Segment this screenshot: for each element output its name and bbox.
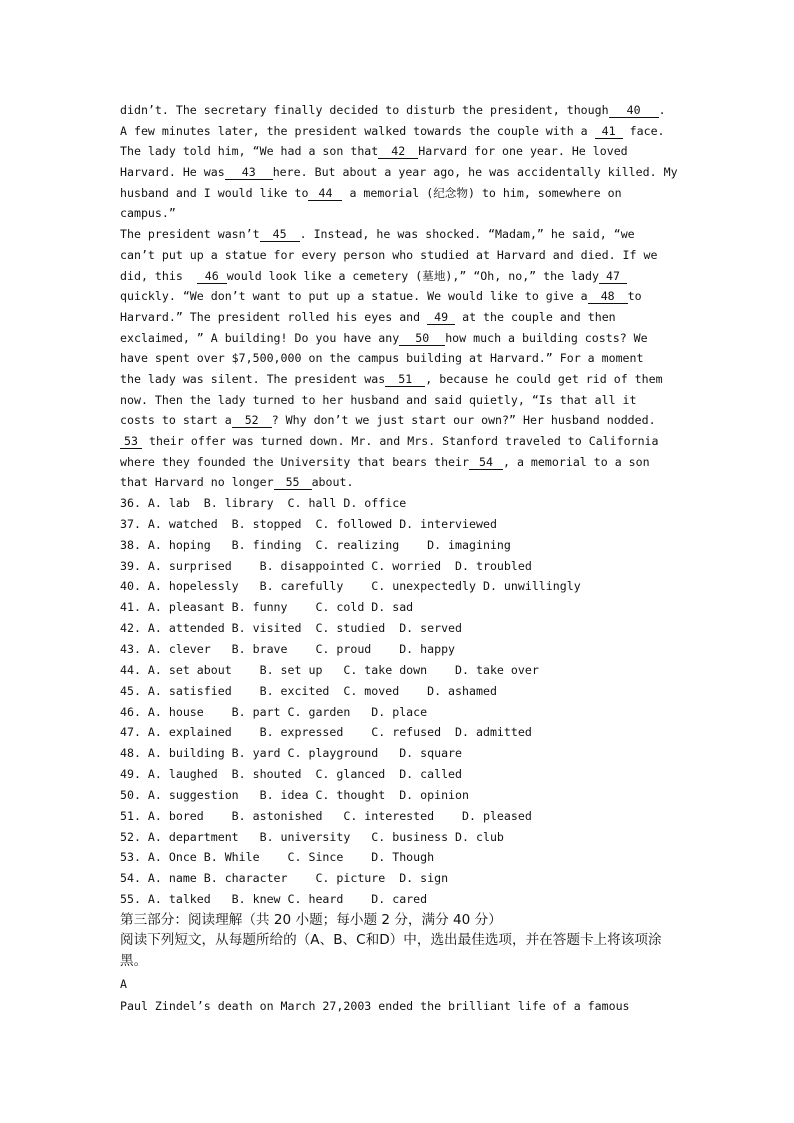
passage-line [120, 245, 680, 266]
passage-line [120, 141, 680, 162]
passage-text: Harvard for one year. He loved [418, 144, 628, 159]
question-options: 55. A. talked B. knew C. heard D. cared [120, 892, 428, 907]
question-options: 43. A. clever B. brave C. proud D. happy [120, 641, 456, 656]
passage-text: didn’t. The secretary finally decided to disturb the president, though [120, 103, 609, 117]
blank-54: 54 [469, 455, 503, 470]
passage-text: have spent over $7,500,000 on the campus building at Harvard.” For a moment [120, 351, 644, 366]
cloze-passage [120, 100, 680, 493]
question-options: 42. A. attended B. visited C. studied D. served [120, 621, 463, 636]
passage-line [120, 472, 680, 493]
passage-text: The lady told him, “We had a son that [120, 144, 379, 159]
question-options: 41. A. pleasant B. funny C. cold D. sad [120, 600, 414, 615]
passage-label: A [120, 977, 127, 992]
passage-text: would look like a cemetery (墓地),” “Oh, no,” the lady [226, 268, 599, 283]
question-options: 45. A. satisfied B. excited C. moved D. ashamed [120, 683, 497, 698]
passage-line [120, 266, 680, 287]
question-options: 47. A. explained B. expressed C. refused D. admitted [120, 725, 532, 740]
blank-47: 47 [599, 269, 627, 284]
passage-line [120, 328, 680, 349]
question-options: 44. A. set about B. set up C. take down D. take over [120, 662, 539, 677]
passage-text: husband and I would like to [120, 185, 309, 200]
passage-text: their offer was turned down. Mr. and Mrs. Stanford traveled to California [142, 434, 659, 448]
blank-51: 51 [385, 372, 425, 387]
section-heading: 第三部分：阅读理解（共 20 小题；每小题 2 分，满分 40 分） [120, 911, 502, 928]
question-options: 39. A. surprised B. disappointed C. worried D. troubled [120, 558, 532, 573]
passage-line [120, 224, 680, 245]
blank-49: 49 [427, 310, 455, 325]
blank-55: 55 [274, 475, 312, 490]
passage-line [120, 307, 680, 328]
passage-line [120, 183, 680, 204]
passage-text: ? Why don’t we just start our own?” Her husband nodded. [271, 413, 656, 428]
passage-text: costs to start a [120, 413, 232, 428]
passage-line [120, 203, 680, 224]
section-instruction: 阅读下列短文，从每题所给的（A、B、C和D）中，选出最佳选项，并在答题卡上将该项涂黑。 [120, 932, 662, 969]
passage-text: campus.” [120, 206, 176, 221]
blank-43: 43 [225, 165, 273, 180]
passage-text: , a memorial to a son [503, 454, 650, 469]
passage-text: how much a building costs? We [445, 330, 648, 345]
exam-page [120, 100, 680, 1017]
question-options: 46. A. house B. part C. garden D. place [120, 704, 428, 719]
passage-line [120, 286, 680, 307]
blank-48: 48 [588, 289, 628, 304]
question-options: 50. A. suggestion B. idea C. thought D. opinion [120, 787, 470, 802]
blank-53: 53 [120, 434, 142, 449]
passage-text: . [658, 103, 666, 117]
passage-text: at the couple and then [455, 309, 616, 324]
passage-text: that Harvard no longer [120, 475, 274, 490]
next-passage-first-line: Paul Zindel’s death on March 27,2003 ended the brilliant life of a famous [120, 999, 630, 1014]
passage-text: now. Then the lady turned to her husband and said quietly, “Is that all it [120, 392, 637, 407]
question-options: 49. A. laughed B. shouted C. glanced D. called [120, 767, 463, 782]
passage-line [120, 390, 680, 411]
passage-text: Harvard. He was [120, 165, 225, 180]
blank-44: 44 [308, 186, 342, 201]
passage-text: where they founded the University that bears their [120, 454, 470, 469]
passage-line [120, 348, 680, 369]
passage-line [120, 369, 680, 390]
passage-text: the lady was silent. The president was [120, 371, 386, 386]
question-options: 48. A. building B. yard C. playground D. square [120, 746, 463, 761]
passage-text: face. [622, 123, 665, 138]
passage-line [120, 431, 680, 452]
passage-text: exclaimed, ” A building! Do you have any [120, 330, 400, 345]
blank-41: 41 [595, 124, 623, 139]
blank-52: 52 [232, 413, 272, 428]
question-options: 52. A. department B. university C. business D. club [120, 829, 504, 844]
passage-text: The president wasn’t [120, 227, 260, 242]
passage-text: here. But about a year ago, he was accidentally killed. My [272, 165, 678, 180]
question-options: 53. A. Once B. While C. Since D. Though [120, 850, 435, 865]
passage-text: did, this [120, 268, 197, 283]
question-options: 54. A. name B. character C. picture D. sign [120, 871, 449, 886]
passage-text: quickly. “We don’t want to put up a statue. We would like to give a [120, 289, 588, 304]
passage-line [120, 162, 680, 183]
blank-40: 40 [609, 103, 659, 118]
blank-46: 46 [197, 269, 227, 284]
question-list [120, 493, 680, 910]
question-options: 36. A. lab B. library C. hall D. office [120, 496, 407, 511]
passage-text: a memorial (纪念物) to him, somewhere on [342, 185, 622, 200]
passage-text: , because he could get rid of them [425, 371, 663, 386]
passage-line [120, 100, 680, 121]
blank-42: 42 [378, 144, 418, 159]
blank-45: 45 [260, 227, 300, 242]
passage-text: A few minutes later, the president walked towards the couple with a [120, 123, 595, 138]
passage-text: Harvard.” The president rolled his eyes and [120, 309, 428, 324]
passage-text: . Instead, he was shocked. “Madam,” he said, “we [299, 227, 635, 242]
passage-text: to [627, 289, 642, 304]
question-options: 37. A. watched B. stopped C. followed D. interviewed [120, 516, 497, 531]
question-options: 51. A. bored B. astonished C. interested D. pleased [120, 808, 532, 823]
passage-text: about. [311, 475, 354, 490]
blank-50: 50 [399, 331, 445, 346]
passage-text: can’t put up a statue for every person who studied at Harvard and died. If we [120, 247, 658, 262]
passage-line [120, 410, 680, 431]
question-options: 38. A. hoping B. finding C. realizing D. imagining [120, 537, 511, 552]
passage-line [120, 452, 680, 473]
passage-line [120, 121, 680, 142]
question-options: 40. A. hopelessly B. carefully C. unexpectedly D. unwillingly [120, 579, 581, 594]
